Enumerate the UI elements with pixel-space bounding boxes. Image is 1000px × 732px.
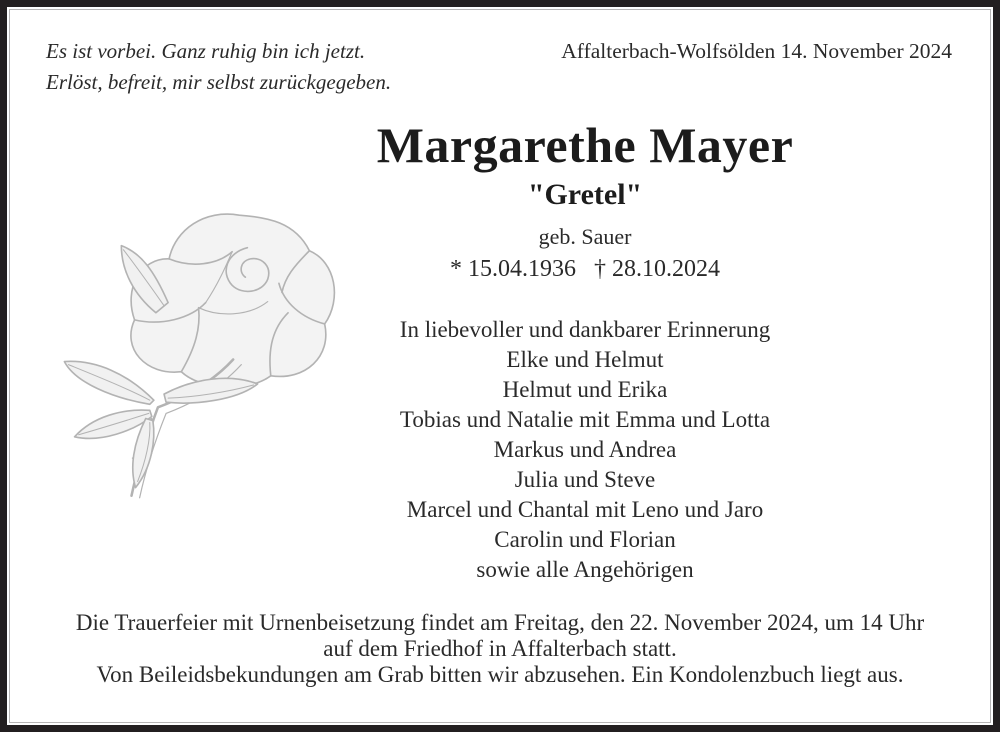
mourners-list: [295, 315, 875, 585]
memorial-intro: In liebevoller und dankbarer Erinnerung: [399, 317, 771, 342]
notice-body: [295, 118, 875, 585]
maiden-name: geb. Sauer: [538, 224, 632, 249]
mourner-line: Markus und Andrea: [493, 437, 677, 462]
funeral-details: [0, 610, 1000, 688]
funeral-line-1: Die Trauerfeier mit Urnenbeisetzung findet am Freitag, den 22. November 2024, um 14 Uhr: [75, 610, 925, 635]
mourner-line: sowie alle Angehörigen: [476, 557, 694, 582]
life-dates: [295, 255, 875, 283]
mourner-line: Helmut und Erika: [502, 377, 668, 402]
mourner-line: Julia und Steve: [514, 467, 656, 492]
birth-date: * 15.04.1936: [450, 256, 576, 282]
mourner-line: Carolin und Florian: [494, 527, 676, 552]
quote-line-1: Es ist vorbei. Ganz ruhig bin ich jetzt.: [46, 39, 366, 63]
death-date: † 28.10.2024: [594, 256, 720, 282]
funeral-line-2: auf dem Friedhof in Affalterbach statt.: [323, 636, 677, 661]
mourner-line: Marcel und Chantal mit Leno und Jaro: [406, 497, 764, 522]
deceased-name: Margarethe Mayer: [376, 117, 794, 173]
quote-line-2: Erlöst, befreit, mir selbst zurückgegeben.: [46, 70, 392, 94]
mourner-line: Elke und Helmut: [506, 347, 664, 372]
memorial-quote: [46, 36, 391, 98]
funeral-line-3: Von Beileidsbekundungen am Grab bitten wir abzusehen. Ein Kondolenzbuch liegt aus.: [96, 662, 904, 687]
mourner-line: Tobias und Natalie mit Emma und Lotta: [399, 407, 771, 432]
location-dateline: Affalterbach-Wolfsölden 14. November 2024: [561, 39, 952, 63]
deceased-nickname: "Gretel": [527, 178, 643, 211]
